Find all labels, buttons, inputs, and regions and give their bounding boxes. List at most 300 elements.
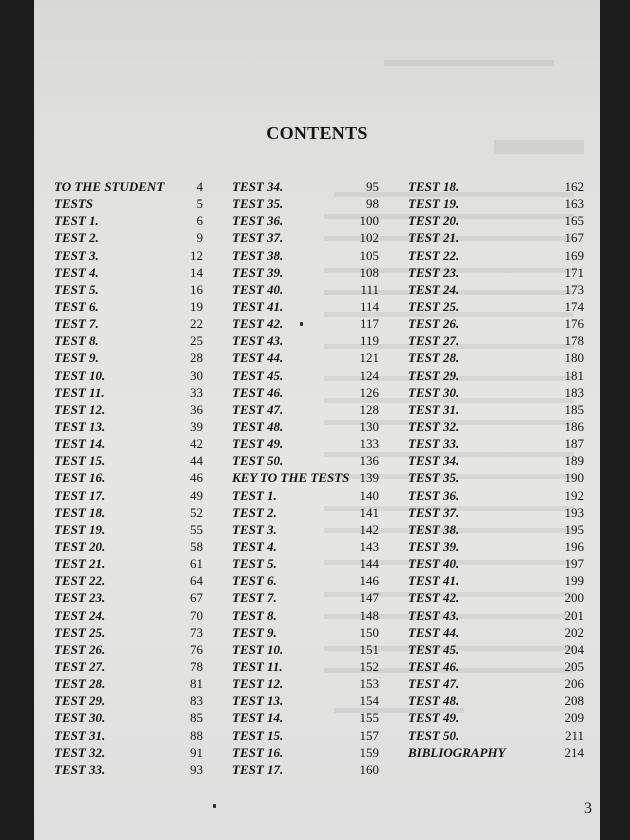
toc-entry-page: 195 [564,521,584,537]
toc-entry-page: 189 [564,453,584,469]
toc-entry-label: TEST 26. [408,316,460,332]
toc-entry-page: 136 [359,453,379,469]
toc-entry [54,469,203,486]
toc-entry-label: TEST 45. [232,367,284,383]
toc-entry-label: TEST 31. [54,727,106,743]
toc-entry [232,675,379,692]
toc-entry [408,435,584,452]
toc-entry [232,658,379,675]
toc-entry [54,435,203,452]
toc-entry [54,675,203,692]
toc-entry-label: TEST 5. [232,556,277,572]
toc-entry [54,572,203,589]
toc-entry-page: 154 [359,693,379,709]
toc-entry [232,349,379,366]
toc-entry [232,469,379,486]
toc-entry [232,384,379,401]
toc-entry-label: TEST 24. [54,607,106,623]
toc-entry-page: 133 [359,436,379,452]
toc-column-2 [232,178,379,778]
toc-entry-page: 153 [359,676,379,692]
toc-entry-label: TEST 41. [232,298,284,314]
toc-entry-label: TEST 6. [232,573,277,589]
toc-entry-page: 4 [196,179,203,194]
toc-entry-page: 49 [190,487,203,503]
toc-entry-page: 197 [564,556,584,572]
toc-entry-page: 91 [190,744,203,760]
toc-entry [408,555,584,572]
toc-entry-label: TEST 44. [408,624,460,640]
toc-entry-label: TEST 39. [408,538,460,554]
toc-entry-page: 157 [359,727,379,743]
toc-entry-page: 12 [190,247,203,263]
toc-entry-label: TEST 11. [54,384,105,400]
toc-entry [54,229,203,246]
toc-entry-label: TEST 32. [54,744,106,760]
toc-entry [54,418,203,435]
toc-entry-page: 78 [190,658,203,674]
toc-entry-label: TEST 21. [54,556,106,572]
toc-entry-page: 33 [190,384,203,400]
toc-entry [408,624,584,641]
toc-entry-page: 22 [190,316,203,332]
toc-entry-label: TEST 37. [232,230,284,246]
toc-column-1 [54,178,203,778]
toc-entry-label: TEST 40. [408,556,460,572]
toc-entry [54,692,203,709]
toc-entry-page: 167 [564,230,584,246]
toc-entry [232,744,379,761]
toc-entry-page: 114 [359,298,379,314]
toc-entry-page: 117 [359,316,379,332]
toc-entry-label: TEST 47. [232,401,284,417]
toc-entry-label: TEST 7. [54,316,99,332]
toc-entry-label: TEST 34. [408,453,460,469]
toc-entry-page: 152 [359,658,379,674]
toc-entry-label: TEST 39. [232,264,284,280]
toc-entry-page: 214 [564,744,584,760]
toc-entry-page: 162 [564,179,584,194]
toc-entry-page: 160 [359,761,379,777]
toc-entry [54,727,203,744]
toc-entry [232,401,379,418]
toc-entry-label: TEST 20. [408,213,460,229]
toc-entry [232,315,379,332]
toc-entry [54,761,203,778]
toc-entry [54,607,203,624]
toc-entry-label: TEST 23. [408,264,460,280]
toc-entry-page: 181 [564,367,584,383]
toc-entry [408,401,584,418]
toc-entry [408,692,584,709]
toc-entry [408,727,584,744]
toc-entry-label: TEST 18. [408,179,460,194]
toc-entry-page: 144 [359,556,379,572]
toc-entry-label: TEST 35. [232,196,284,212]
toc-entry-page: 211 [564,727,584,743]
toc-entry-label: TEST 44. [232,350,284,366]
toc-entry [408,384,584,401]
toc-entry [408,195,584,212]
toc-entry-page: 52 [190,504,203,520]
toc-entry-page: 204 [564,641,584,657]
toc-entry-label: TEST 25. [408,298,460,314]
toc-entry-page: 176 [564,316,584,332]
toc-entry [232,555,379,572]
toc-entry-page: 169 [564,247,584,263]
toc-entry-label: TEST 20. [54,538,106,554]
toc-entry-label: TEST 48. [408,693,460,709]
toc-entry-page: 178 [564,333,584,349]
toc-entry-page: 55 [190,521,203,537]
toc-entry-label: TEST 36. [232,213,284,229]
toc-entry-label: TEST 18. [54,504,106,520]
toc-entry-page: 199 [564,573,584,589]
toc-entry-page: 142 [359,521,379,537]
toc-entry [54,641,203,658]
toc-entry [232,452,379,469]
toc-entry-label: TEST 12. [232,676,284,692]
toc-entry-label: TEST 40. [232,281,284,297]
toc-entry-page: 58 [190,538,203,554]
toc-entry-page: 108 [359,264,379,280]
toc-entry-page: 186 [564,418,584,434]
toc-entry-label: TO THE STUDENT [54,179,165,194]
toc-entry-label: TEST 15. [54,453,106,469]
toc-entry-page: 148 [359,607,379,623]
toc-entry [232,521,379,538]
toc-entry [54,744,203,761]
toc-entry-label: TEST 17. [232,761,284,777]
toc-entry-label: TEST 9. [54,350,99,366]
toc-entry-label: TEST 42. [232,316,284,332]
toc-entry-label: TEST 10. [54,367,106,383]
toc-entry-page: 6 [196,213,203,229]
toc-entry-label: TEST 8. [54,333,99,349]
toc-entry-page: 174 [564,298,584,314]
print-speck [300,322,303,326]
toc-entry-page: 187 [564,436,584,452]
toc-entry-label: TEST 33. [408,436,460,452]
toc-entry-label: TEST 16. [232,744,284,760]
toc-entry [54,178,203,195]
toc-entry-label: TEST 37. [408,504,460,520]
toc-entry-label: TEST 43. [408,607,460,623]
toc-entry-page: 193 [564,504,584,520]
toc-entry-page: 126 [359,384,379,400]
toc-entry [232,264,379,281]
toc-entry [408,538,584,555]
toc-entry [232,692,379,709]
toc-entry-page: 159 [359,744,379,760]
toc-entry-page: 39 [190,418,203,434]
toc-entry-page: 208 [564,693,584,709]
toc-entry-page: 81 [190,676,203,692]
toc-entry-page: 36 [190,401,203,417]
toc-entry [232,418,379,435]
toc-entry [54,538,203,555]
toc-entry [408,675,584,692]
toc-entry-page: 100 [359,213,379,229]
toc-entry [54,589,203,606]
toc-entry-page: 121 [359,350,379,366]
toc-entry-page: 202 [564,624,584,640]
toc-entry [54,487,203,504]
toc-entry-page: 119 [359,333,379,349]
toc-entry [54,264,203,281]
toc-entry-page: 42 [190,436,203,452]
toc-entry [54,281,203,298]
toc-entry-page: 183 [564,384,584,400]
toc-entry-page: 206 [564,676,584,692]
toc-entry-page: 200 [564,590,584,606]
toc-entry [408,315,584,332]
toc-entry [54,212,203,229]
toc-entry-page: 171 [564,264,584,280]
toc-entry-label: TEST 3. [232,521,277,537]
toc-entry-label: TEST 1. [54,213,99,229]
toc-entry-label: TEST 2. [232,504,277,520]
toc-entry [54,367,203,384]
toc-entry-label: TEST 30. [408,384,460,400]
toc-entry-label: TEST 26. [54,641,106,657]
toc-entry-label: TEST 22. [54,573,106,589]
toc-entry [232,641,379,658]
toc-entry [232,589,379,606]
toc-entry [232,229,379,246]
toc-entry-label: TESTS [54,196,94,212]
toc-entry-label: TEST 50. [232,453,284,469]
toc-entry-page: 105 [359,247,379,263]
toc-entry [54,384,203,401]
toc-entry-page: 25 [190,333,203,349]
toc-entry-label: TEST 42. [408,590,460,606]
toc-entry [408,521,584,538]
toc-entry [232,624,379,641]
toc-entry [232,298,379,315]
toc-entry-label: TEST 28. [54,676,106,692]
page-number: 3 [584,800,592,817]
toc-entry-page: 165 [564,213,584,229]
toc-entry [408,607,584,624]
toc-entry-label: TEST 5. [54,281,99,297]
toc-entry [54,504,203,521]
toc-entry-label: TEST 23. [54,590,106,606]
toc-entry-label: TEST 1. [232,487,277,503]
toc-entry-label: TEST 27. [54,658,106,674]
toc-entry-page: 28 [190,350,203,366]
toc-entry-label: TEST 14. [54,436,106,452]
toc-entry [54,452,203,469]
toc-entry [408,658,584,675]
toc-entry-label: TEST 7. [232,590,277,606]
toc-entry-label: TEST 38. [232,247,284,263]
toc-entry [408,264,584,281]
book-page [34,0,600,840]
toc-entry-page: 64 [190,573,203,589]
toc-entry-page: 190 [564,470,584,486]
toc-entry-label: TEST 33. [54,761,106,777]
toc-entry [232,367,379,384]
toc-entry [54,521,203,538]
toc-entry-label: TEST 4. [232,538,277,554]
toc-entry [54,247,203,264]
toc-entry-label: TEST 6. [54,298,99,314]
toc-entry-label: KEY TO THE TESTS [232,470,350,486]
toc-entry-label: TEST 35. [408,470,460,486]
toc-entry [408,589,584,606]
toc-entry [232,195,379,212]
toc-entry [408,281,584,298]
toc-entry [54,658,203,675]
toc-entry-page: 9 [196,230,203,246]
toc-entry-label: TEST 11. [232,658,283,674]
toc-entry-label: TEST 50. [408,727,460,743]
toc-entry-label: TEST 49. [232,436,284,452]
toc-entry [232,761,379,778]
toc-entry-page: 30 [190,367,203,383]
toc-entry [54,195,203,212]
toc-entry-label: TEST 25. [54,624,106,640]
toc-entry-label: TEST 47. [408,676,460,692]
toc-entry-page: 70 [190,607,203,623]
toc-entry [408,212,584,229]
toc-entry-page: 5 [196,196,203,212]
contents-title: CONTENTS [266,123,368,143]
toc-entry-label: TEST 14. [232,710,284,726]
toc-entry [54,332,203,349]
toc-entry-page: 130 [359,418,379,434]
toc-entry-label: TEST 15. [232,727,284,743]
toc-entry-page: 139 [359,470,379,486]
toc-entry [408,178,584,195]
toc-entry-page: 192 [564,487,584,503]
toc-entry-page: 205 [564,658,584,674]
toc-entry-label: TEST 17. [54,487,106,503]
toc-entry-page: 83 [190,693,203,709]
toc-entry [408,229,584,246]
toc-entry-page: 111 [360,281,379,297]
toc-entry-page: 88 [190,727,203,743]
toc-entry [408,572,584,589]
toc-entry-page: 147 [359,590,379,606]
toc-entry-page: 102 [359,230,379,246]
toc-entry-label: TEST 36. [408,487,460,503]
toc-entry-label: BIBLIOGRAPHY [408,744,506,760]
toc-entry-label: TEST 16. [54,470,106,486]
toc-entry [232,247,379,264]
toc-entry-label: TEST 3. [54,247,99,263]
toc-entry [232,727,379,744]
toc-entry-page: 14 [190,264,203,280]
toc-entry-page: 185 [564,401,584,417]
toc-entry [408,469,584,486]
toc-entry [408,744,584,761]
toc-entry-label: TEST 43. [232,333,284,349]
toc-entry [408,641,584,658]
toc-entry [232,607,379,624]
toc-entry-page: 201 [564,607,584,623]
toc-entry [408,298,584,315]
toc-entry-label: TEST 48. [232,418,284,434]
toc-entry-page: 19 [190,298,203,314]
toc-entry [408,349,584,366]
toc-entry-label: TEST 22. [408,247,460,263]
toc-entry-label: TEST 21. [408,230,460,246]
toc-entry-label: TEST 34. [232,179,284,194]
toc-entry [408,418,584,435]
toc-entry-label: TEST 8. [232,607,277,623]
toc-entry-label: TEST 49. [408,710,460,726]
toc-entry [54,298,203,315]
toc-entry-label: TEST 19. [408,196,460,212]
toc-entry-page: 155 [359,710,379,726]
toc-entry-label: TEST 28. [408,350,460,366]
toc-entry [408,247,584,264]
toc-entry-label: TEST 10. [232,641,284,657]
toc-entry [408,332,584,349]
toc-entry [408,504,584,521]
toc-entry-label: TEST 46. [408,658,460,674]
toc-entry-label: TEST 46. [232,384,284,400]
toc-entry-page: 180 [564,350,584,366]
toc-entry-page: 16 [190,281,203,297]
toc-entry [232,281,379,298]
toc-entry-label: TEST 19. [54,521,106,537]
toc-entry-page: 151 [359,641,379,657]
toc-entry [232,212,379,229]
toc-entry-page: 141 [359,504,379,520]
toc-entry-page: 124 [359,367,379,383]
toc-entry-page: 143 [359,538,379,554]
toc-entry [232,332,379,349]
toc-entry-page: 93 [190,761,203,777]
toc-entry-label: TEST 2. [54,230,99,246]
toc-entry-page: 150 [359,624,379,640]
toc-entry-label: TEST 29. [408,367,460,383]
toc-entry-label: TEST 9. [232,624,277,640]
toc-entry-page: 209 [564,710,584,726]
toc-entry-page: 76 [190,641,203,657]
toc-entry [54,624,203,641]
toc-entry-page: 95 [366,179,379,194]
toc-entry [232,572,379,589]
toc-entry-label: TEST 13. [54,418,106,434]
toc-entry [408,709,584,726]
toc-entry-label: TEST 27. [408,333,460,349]
toc-entry [232,709,379,726]
toc-entry-label: TEST 4. [54,264,99,280]
toc-entry [54,315,203,332]
toc-entry [54,555,203,572]
toc-entry [408,487,584,504]
toc-entry [232,538,379,555]
toc-entry [232,487,379,504]
toc-entry-page: 46 [190,470,203,486]
toc-entry-page: 163 [564,196,584,212]
toc-entry-page: 73 [190,624,203,640]
toc-entry [232,504,379,521]
print-speck [213,804,216,808]
toc-entry-page: 67 [190,590,203,606]
toc-entry-page: 61 [190,556,203,572]
toc-entry-label: TEST 38. [408,521,460,537]
toc-entry [54,349,203,366]
toc-column-3 [408,178,584,761]
toc-entry-page: 173 [564,281,584,297]
toc-entry [408,367,584,384]
toc-entry-label: TEST 24. [408,281,460,297]
